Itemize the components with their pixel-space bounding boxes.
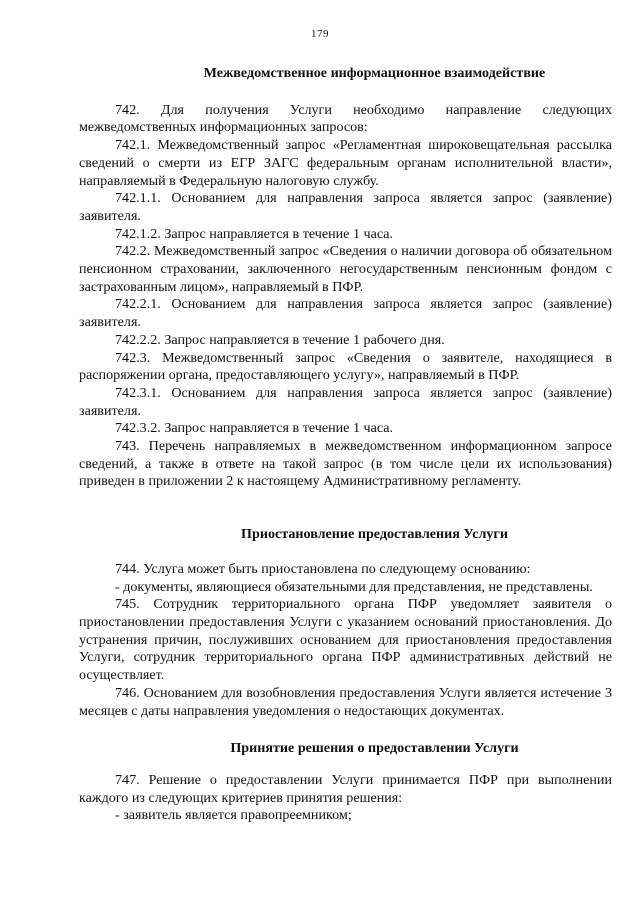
paragraph-742-1-1: 742.1.1. Основанием для направления запроса является запрос (заявление) заявителя.	[79, 190, 612, 224]
section-heading-decision: Принятие решения о предоставлении Услуги	[230, 740, 519, 757]
list-item-documents-not-provided: - документы, являющиеся обязательными для представления, не представлены.	[115, 578, 593, 595]
paragraph-745: 745. Сотрудник территориального органа ПФР уведомляет заявителя о приостановлении предоставления Услуги с указанием оснований приостановления. До устранения причин, послуживших основанием для приостановления предоставления Услуги, сотрудник территориального органа ПФР административных действий не осуществляет.	[79, 596, 612, 684]
section-heading-suspension: Приостановление предоставления Услуги	[241, 526, 508, 543]
paragraph-742-1-2: 742.1.2. Запрос направляется в течение 1 часа.	[115, 225, 394, 242]
paragraph-742-3-1: 742.3.1. Основанием для направления запроса является запрос (заявление) заявителя.	[79, 384, 612, 419]
paragraph-742: 742. Для получения Услуги необходимо направление следующих межведомственных информационных запросов:	[79, 101, 612, 136]
page-number: 179	[311, 28, 329, 40]
paragraph-747: 747. Решение о предоставлении Услуги принимается ПФР при выполнении каждого из следующих критериев принятия решения:	[79, 771, 612, 806]
section-heading-interagency-interaction: Межведомственное информационное взаимодействие	[203, 65, 546, 81]
paragraph-742-2-1: 742.2.1. Основанием для направления запроса является запрос (заявление) заявителя.	[79, 296, 612, 331]
paragraph-742-1: 742.1. Межведомственный запрос «Регламентная широковещательная рассылка сведений о смерти из ЕГР ЗАГС федеральным органам исполнительной власти», направляемый в Федеральную налоговую службу.	[79, 137, 612, 189]
paragraph-743: 743. Перечень направляемых в межведомственном информационном запросе сведений, а также в ответе на такой запрос (в том числе цели их использования) приведен в приложении 2 к настоящему Административному регламенту.	[79, 438, 612, 490]
paragraph-742-2-2: 742.2.2. Запрос направляется в течение 1 рабочего дня.	[115, 331, 445, 348]
paragraph-744: 744. Услуга может быть приостановлена по следующему основанию:	[115, 560, 531, 577]
paragraph-742-3: 742.3. Межведомственный запрос «Сведения о заявителе, находящиеся в распоряжении органа, предоставляющего услугу», направляемый в ПФР.	[79, 349, 612, 384]
document-body	[79, 62, 612, 825]
paragraph-742-3-2: 742.3.2. Запрос направляется в течение 1 часа.	[115, 420, 394, 437]
paragraph-742-2: 742.2. Межведомственный запрос «Сведения о наличии договора об обязательном пенсионном страховании, заключенного негосударственным пенсионным фондом с застрахованным лицом», направляемый в ПФР.	[79, 243, 612, 295]
list-item-applicant-successor: - заявитель является правопреемником;	[115, 807, 352, 824]
paragraph-746: 746. Основанием для возобновления предоставления Услуги является истечение 3 месяцев с даты направления уведомления о недостающих документах.	[79, 684, 612, 719]
